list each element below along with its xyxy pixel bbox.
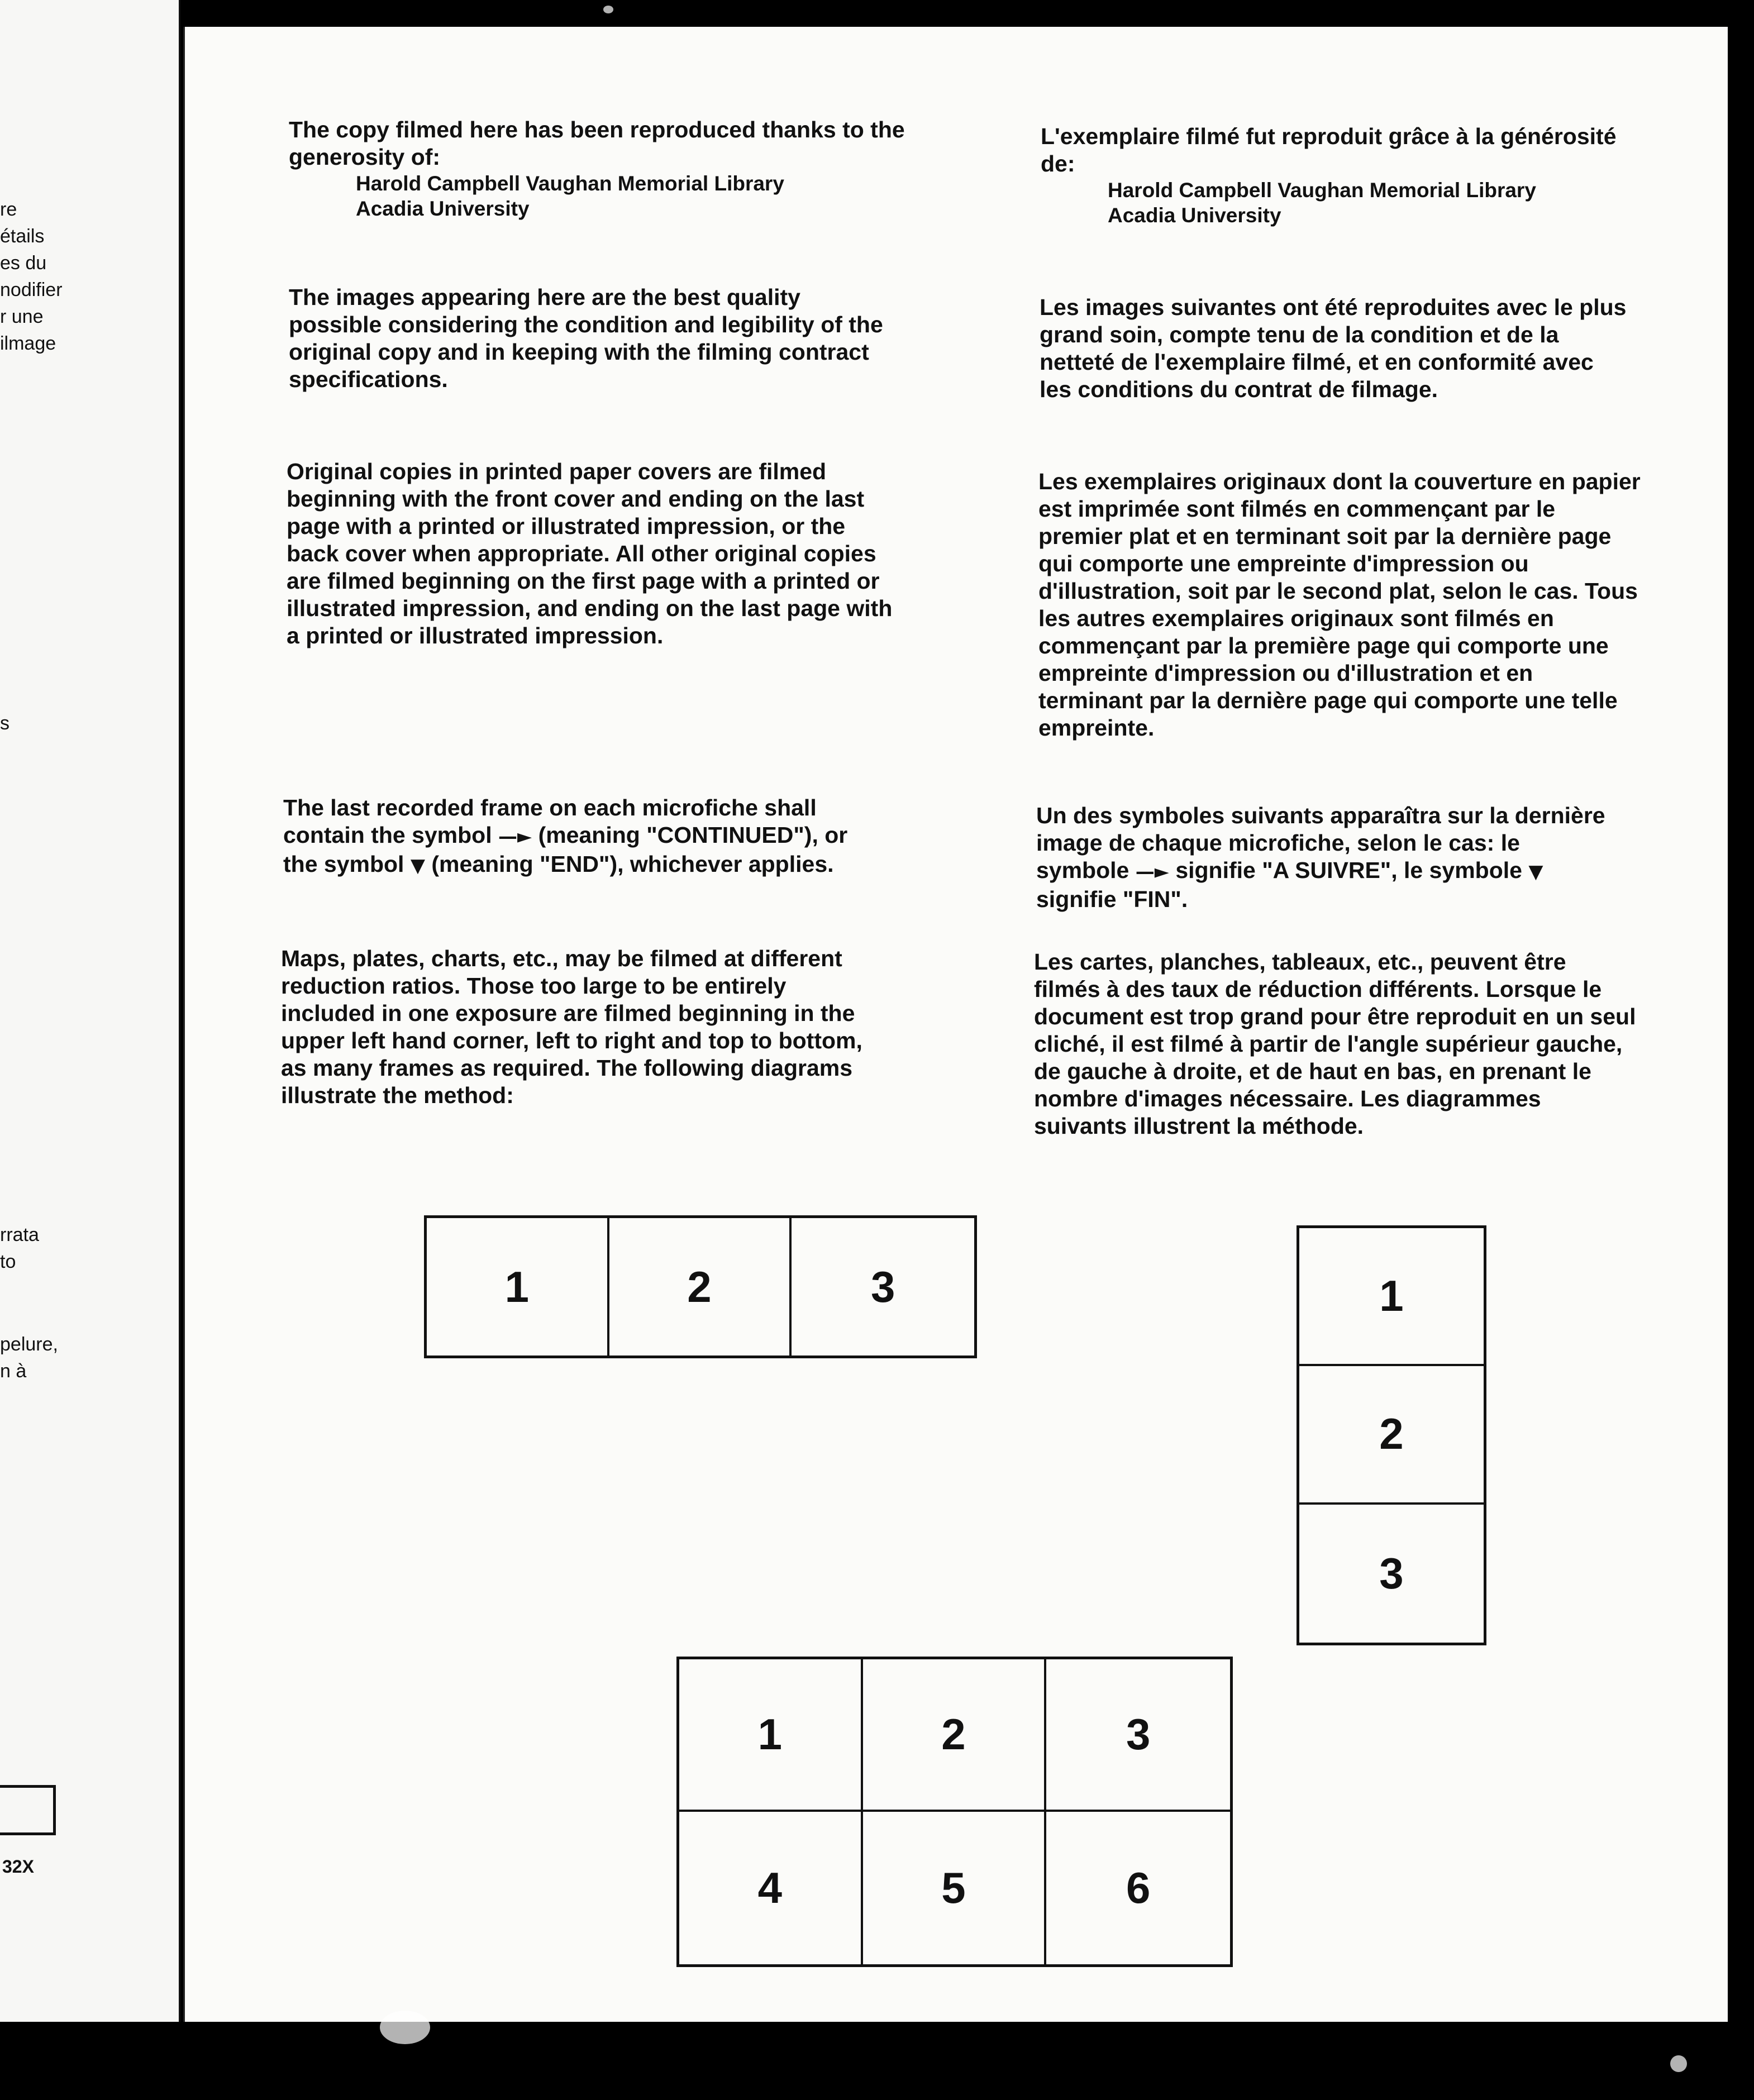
diagram-grid (676, 1657, 1233, 1967)
diagram-frame: 1 (1299, 1228, 1484, 1366)
english-symbols-text-c: (meaning "END"), whichever applies. (431, 851, 834, 877)
french-quality-paragraph: Les images suivantes ont été reproduites avec le plus grand soin, compte tenu de la condition et de la netteté de l'exemplaire filmé, et en conformité avec les conditions du contrat de filmage. (1040, 294, 1627, 402)
english-symbols-text-b: (meaning "CONTINUED"), or the symbol (283, 822, 848, 877)
left-text-fragment: re (0, 199, 17, 220)
english-symbols-paragraph (283, 794, 886, 880)
english-university-name: Acadia University (356, 197, 530, 220)
reduction-box (0, 1785, 56, 1835)
english-symbols-text-a: The last recorded frame on each microfiche shall contain the symbol (283, 795, 817, 848)
left-text-fragment: nodifier (0, 279, 63, 300)
diagram-horizontal (424, 1215, 977, 1358)
left-page-fragment (0, 0, 180, 2022)
diagram-frame: 3 (1046, 1659, 1230, 1812)
left-text-fragment: es du (0, 252, 47, 274)
dust-speck (1670, 2055, 1687, 2072)
diagram-vertical (1297, 1225, 1486, 1645)
main-page (183, 27, 1728, 2022)
reduction-label: 32X (2, 1856, 34, 1877)
french-intro (1041, 123, 1633, 228)
diagram-frame: 5 (863, 1812, 1047, 1964)
french-maps-paragraph: Les cartes, planches, tableaux, etc., peuvent être filmés à des taux de réduction différents. Lorsque le document est trop grand pour être reproduit en un seul cliché, il est filmé à partir de l'angle supérieur gauche, de gauche à droite, et de haut en bas, en prenant le nombre d'images nécessaire. Les diagrammes suivants illustrent la méthode. (1034, 949, 1636, 1139)
french-symbols-text-c: signifie "FIN". (1036, 886, 1188, 912)
end-triangle-icon: ▼ (1528, 861, 1543, 883)
english-intro (289, 116, 914, 221)
english-maps-paragraph: Maps, plates, charts, etc., may be filmed at different reduction ratios. Those too large to be entirely included in one exposure are filmed beginning in the upper left hand corner, left to right and top to bottom, as many frames as required. The following diagrams illustrate the method: (281, 946, 862, 1108)
diagram-frame: 2 (609, 1218, 792, 1356)
french-library-name: Harold Campbell Vaughan Memorial Library (1108, 179, 1536, 202)
french-symbols-paragraph (1036, 802, 1617, 913)
english-library-name: Harold Campbell Vaughan Memorial Library (356, 172, 784, 195)
left-text-fragment: r une (0, 306, 44, 327)
english-quality-paragraph: The images appearing here are the best quality possible considering the condition and legibility of the original copy and in keeping with the filming contract specifications. (289, 284, 883, 392)
dust-speck (603, 6, 613, 13)
left-text-fragment: étails (0, 226, 45, 247)
english-intro-text: The copy filmed here has been reproduced thanks to the generosity of: (289, 117, 905, 170)
diagram-frame: 1 (427, 1218, 609, 1356)
left-text-fragment: ilmage (0, 333, 56, 354)
continued-arrow-icon: —► (498, 825, 532, 848)
french-symbols-text-b: signifie "A SUIVRE", le symbole (1175, 857, 1522, 883)
left-text-fragment: s (0, 713, 9, 734)
french-symbols-text-a: Un des symboles suivants apparaîtra sur la dernière image de chaque microfiche, selon le cas: le symbole (1036, 803, 1605, 883)
diagram-frame: 3 (1379, 1548, 1404, 1598)
diagram-frame: 4 (679, 1812, 863, 1964)
left-text-fragment: pelure, (0, 1334, 58, 1355)
diagram-frame: 2 (1299, 1366, 1484, 1504)
diagram-frame: 6 (1126, 1863, 1151, 1912)
left-text-fragment: n à (0, 1361, 27, 1382)
diagram-frame: 1 (679, 1659, 863, 1812)
continued-arrow-icon: —► (1135, 861, 1169, 883)
french-university-name: Acadia University (1108, 204, 1281, 227)
left-text-fragment: rrata (0, 1224, 39, 1245)
diagram-frame: 3 (870, 1262, 895, 1311)
end-triangle-icon: ▼ (410, 855, 425, 877)
left-text-fragment: to (0, 1251, 16, 1272)
french-intro-text: L'exemplaire filmé fut reproduit grâce à la générosité de: (1041, 123, 1617, 176)
dust-speck (380, 2011, 430, 2044)
diagram-frame: 2 (863, 1659, 1047, 1812)
english-originals-paragraph: Original copies in printed paper covers are filmed beginning with the front cover and ending on the last page with a printed or illustrated impression, or the back cover when appropriate. All other original copies are filmed beginning on the first page with a printed or illustrated impression, and ending on the last page with a printed or illustrated impression. (287, 459, 893, 648)
french-originals-paragraph: Les exemplaires originaux dont la couverture en papier est imprimée sont filmés en commençant par le premier plat et en terminant soit par la dernière page qui comporte une empreinte d'impression ou d'illustration, soit par le second plat, selon le cas. Tous les autres exemplaires originaux sont filmés en commençant par la première page qui comporte une empreinte d'impression ou d'illustration et en terminant par la dernière page qui comporte une telle empreinte. (1038, 469, 1641, 741)
